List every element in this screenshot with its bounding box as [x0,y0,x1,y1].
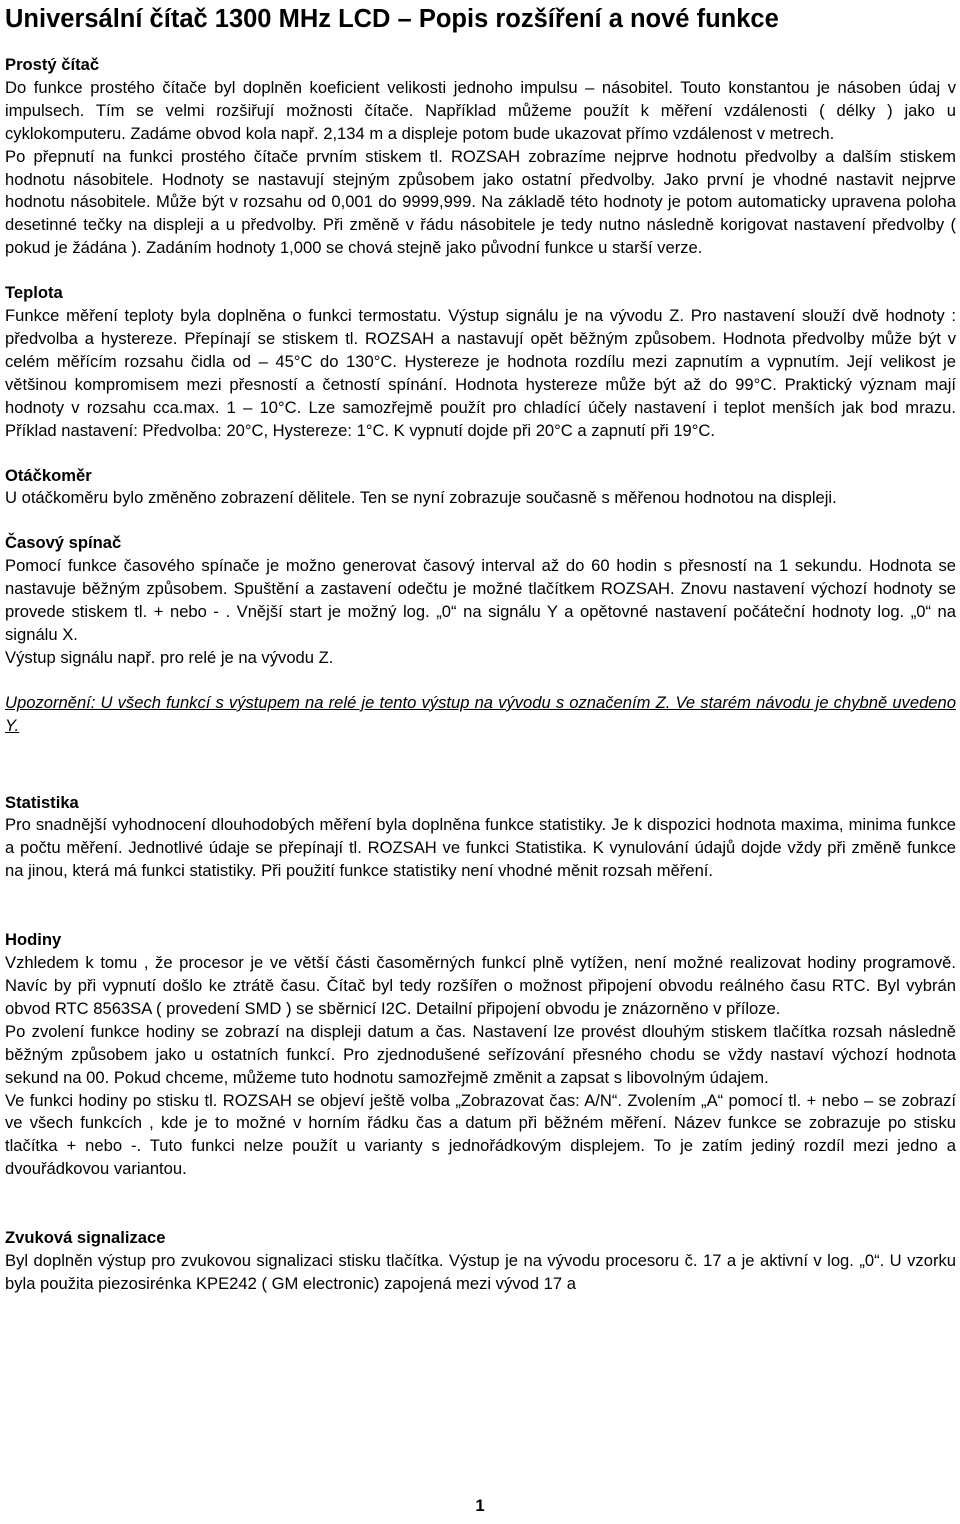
section-heading: Hodiny [5,930,62,950]
section-temperature [5,282,956,442]
paragraph: Po zvolení funkce hodiny se zobrazí na displeji datum a čas. Nastavení lze provést dlouhým stiskem tlačítka rozsah následně běžným způsobem jako u ostatních funkcí. Pro zjednodušené seřízování přesného chodu se vždy nastaví výchozí hodnota sekund na 00. Pokud chceme, můžeme tuto hodnotu samozřejmě změnit a zapsat s libovolným údajem. [5,1021,956,1087]
section-tachometer [5,465,956,511]
section-heading: Časový spínač [5,533,122,553]
warning-note: Upozornění: U všech funkcí s výstupem na relé je tento výstup na vývodu s označením Z. Ve starém návodu je chybně uvedeno Y. [5,692,956,735]
section-sound [5,1227,956,1296]
paragraph: Byl doplněn výstup pro zvukovou signalizaci stisku tlačítka. Výstup je na vývodu procesoru č. 17 a je aktivní v log. „0“. U vzorku byla použita piezosirénka KPE242 ( GM electronic) zapojená mezi vývod 17 a [5,1251,956,1293]
section-statistics [5,792,956,884]
paragraph: Ve funkci hodiny po stisku tl. ROZSAH se objeví ještě volba „Zobrazovat čas: A/N“. Zvolením „A“ pomocí tl. + nebo – se zobrazí ve všech funkcích , kde je to možné v horním řádku čas a datum při běžném měření. Název funkce se zobrazuje po stisku tlačítka + nebo -. Tuto funkci nelze použít u varianty s jednořádkovým displejem. To je zatím jediný rozdíl mezi jedno a dvouřádkovou variantou. [5,1090,956,1179]
section-heading: Teplota [5,283,63,303]
section-clock [5,929,956,1181]
section-heading: Statistika [5,792,79,812]
paragraph: U otáčkoměru bylo změněno zobrazení dělitele. Ten se nyní zobrazuje současně s měřenou hodnotou na displeji. [5,488,837,508]
paragraph: Vzhledem k tomu , že procesor je ve větší části časoměrných funkcí plně vytížen, není možné realizovat hodiny programově. Navíc by při vypnutí došlo ke ztrátě času. Čítač byl tedy rozšířen o možnost připojení obvodu reálného času RTC. Byl vybrán obvod RTC 8563SA ( provedení SMD ) se sběrnicí I2C. Detailní připojení obvodu je znázorněno v příloze. [5,953,956,1018]
paragraph: Do funkce prostého čítače byl doplněn koeficient velikosti jednoho impulsu – násobitel. Touto konstantou je násoben údaj v impulsech. Tím se velmi rozšiřují možnosti čítače. Například můžeme použít k měření vzdálenosti ( délky ) jako u cyklokomputeru. Zadáme obvod kola např. 2,134 m a displeje potom bude ukazovat přímo vzdálenost v metrech. [5,77,956,143]
paragraph: Pomocí funkce časového spínače je možno generovat časový interval až do 60 hodin s přesností na 1 sekundu. Hodnota se nastavuje běžným způsobem. Spuštění a zastavení odečtu je možné tlačítkem ROZSAH. Znovu nastavení výchozí hodnoty se provede stiskem tl. + nebo - . Vnější start je možný log. „0“ na signálu Y a opětovné nastavení počáteční hodnoty log. „0“ na signálu X. [5,556,956,644]
page-number: 1 [475,1496,485,1515]
section-timer [5,532,956,669]
section-heading: Otáčkoměr [5,465,92,485]
page-title: Universální čítač 1300 MHz LCD – Popis rozšíření a nové funkce [5,5,779,33]
paragraph: Funkce měření teploty byla doplněna o funkci termostatu. Výstup signálu je na vývodu Z. Pro nastavení slouží dvě hodnoty : předvolba a hystereze. Přepínají se stiskem tl. ROZSAH a nastavují opět běžným způsobem. Hodnota předvolby může být v celém měřícím rozsahu čidla od – 45°C do 130°C. Hystereze je hodnota rozdílu mezi zapnutím a vypnutím. Její velikost je většinou kompromisem mezi přesností a četností spínání. Hodnota hystereze může být až do 99°C. Praktický význam mají hodnoty v rozsahu cca.max. 1 – 10°C. Lze samozřejmě použít pro chladící účely nastavení i teplot menších jak bod mrazu. Příklad nastavení: Předvolba: 20°C, Hystereze: 1°C. K vypnutí dojde při 20°C a zapnutí při 19°C. [5,306,956,440]
section-heading: Prostý čítač [5,55,100,74]
section-heading: Zvuková signalizace [5,1228,166,1248]
paragraph: Po přepnutí na funkci prostého čítače prvním stiskem tl. ROZSAH zobrazíme nejprve hodnotu předvolby a dalším stiskem hodnotu násobitele. Hodnoty se nastavují stejným způsobem jako ostatní předvolby. Jako první je vhodné nastavit nejprve hodnotu násobitele. Může být v rozsahu od 0,001 do 9999,999. Na základě této hodnoty je potom automaticky upravena poloha desetinné tečky na displeji a u předvolby. Při změně v řádu násobitele je tedy nutno následně korigovat nastavení předvolby ( pokud je žádána ). Zadáním hodnoty 1,000 se chová stejně jako původní funkce u starší verze. [5,146,956,258]
section-simple-counter [5,54,956,260]
paragraph: Výstup signálu např. pro relé je na vývodu Z. [5,647,334,667]
paragraph: Pro snadnější vyhodnocení dlouhodobých měření byla doplněna funkce statistiky. Je k dispozici hodnota maxima, minima funkce a počtu měření. Jednotlivé údaje se přepínají tl. ROZSAH ve funkci Statistika. K vynulování údajů dojde vždy při změně funkce na jinou, která má funkci statistiky. Při použití funkce statistiky není vhodné měnit rozsah měření. [5,815,956,881]
